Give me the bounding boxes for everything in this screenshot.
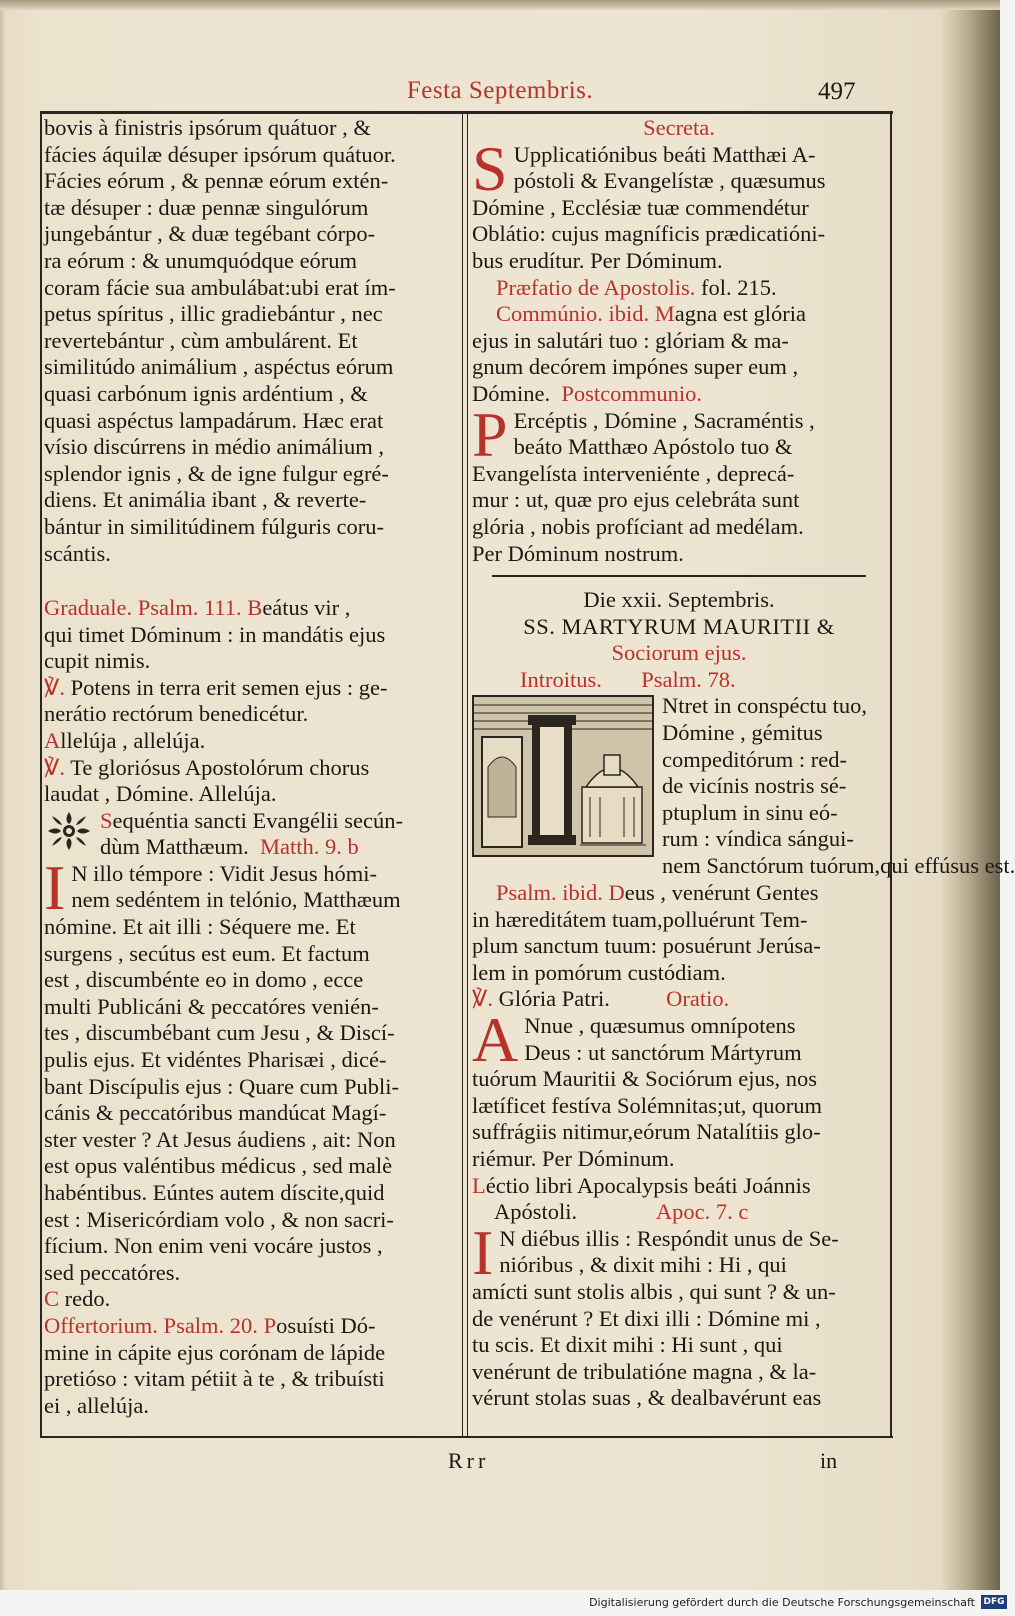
psalm-capital: D	[608, 880, 625, 906]
text-line: de venérunt ? Et dixi illi : Dómine mi ,	[472, 1305, 821, 1331]
text-line: similitúdo animálium , aspéctus eórum	[44, 354, 394, 380]
drop-capital: S	[472, 132, 508, 204]
text-line: N illo témpore : Vidit Jesus hómi-	[71, 860, 378, 886]
credo-text: redo.	[64, 1286, 111, 1312]
page-number: 497	[818, 78, 856, 105]
sequence-capital: S	[100, 807, 113, 833]
text-line: ejus in salutári tuo : glóriam & ma-	[472, 327, 789, 353]
frame-rule-bottom	[40, 1436, 893, 1438]
text-line: quasi aspéctus lampadárum. Hæc erat	[44, 407, 384, 433]
fleuron-ornament-icon	[44, 810, 94, 852]
text-line: bant Discípulis ejus : Quare cum Publi-	[44, 1073, 399, 1099]
lectio-heading	[472, 1173, 886, 1200]
text-line: tuórum Mauritii & Sociórum ejus, nos	[472, 1066, 817, 1092]
text-line: pulis ejus. Et vidéntes Pharisæi , dicé-	[44, 1047, 387, 1072]
psalm-text: eus , venérunt Gentes	[624, 880, 819, 906]
postcommunion-line	[472, 381, 886, 408]
text-line: splendor ignis , & de igne fulgur egré-	[44, 460, 389, 486]
preface-line	[472, 275, 886, 302]
secreta-heading: Secreta.	[643, 115, 715, 140]
versicle-icon: ℣.	[44, 674, 66, 700]
running-header-title: Festa Septembris.	[406, 77, 594, 104]
left-column	[44, 115, 456, 1419]
oratio-rubric: Oratio.	[666, 986, 730, 1012]
text-line: tu scis. Et dixit mihi : Hi sunt , qui	[472, 1332, 783, 1358]
spacer	[44, 581, 456, 595]
preface-rubric: Præfatio de Apostolis.	[496, 274, 696, 300]
introit-block	[472, 693, 886, 853]
sequence-heading	[44, 808, 456, 835]
text-line: lætíficet festíva Solémnitas;ut, quorum	[472, 1092, 822, 1118]
graduale-capital: B	[247, 595, 263, 621]
lectio-block	[472, 1216, 886, 1288]
text-line: in hæreditátem tuam,polluérunt Tem-	[472, 906, 808, 932]
text-line: compeditórum : red-	[662, 746, 847, 772]
text-line: nem Sanctórum tuórum,qui effúsus est.	[662, 853, 1015, 879]
oratio-block	[472, 1004, 886, 1076]
dfg-logo-icon: DFG	[981, 1595, 1007, 1609]
text-line: Dómine , gémitus	[662, 720, 823, 746]
text-line: vérunt stolas suas , & dealbavérunt eas	[472, 1385, 822, 1411]
drop-capital: I	[472, 1216, 494, 1288]
text-line: plum sanctum tuum: posuérunt Jerúsa-	[472, 933, 821, 959]
introit-psalm: Psalm. 78.	[641, 666, 736, 692]
text-line: Upplicatiónibus beáti Matthæi A-	[513, 141, 816, 167]
gloria-text: Glória Patri.	[498, 986, 610, 1012]
text-line: quasi carbónum ignis ardéntium , &	[44, 380, 368, 406]
drop-capital: I	[44, 851, 66, 923]
text-line: Nnue , quæsumus omnípotens	[524, 1013, 796, 1039]
section-divider	[492, 575, 866, 577]
text-line: venérunt de tribulatióne magna , & la-	[472, 1358, 817, 1384]
text-line: gnum decórem impónes super eum ,	[472, 354, 799, 380]
introit-rubric: Introitus.	[520, 666, 602, 692]
alleluia-line	[44, 728, 456, 755]
text-line: ster vester ? At Jesus áudiens , ait: Non	[44, 1126, 396, 1152]
text-line: nómine. Et ait illi : Séquere me. Et	[44, 914, 356, 940]
text-line: fícium. Non enim veni vocáre justos ,	[44, 1233, 383, 1259]
alleluia-text: llelúja , allelúja.	[60, 728, 206, 754]
alleluia-capital: A	[44, 728, 61, 754]
text-line: est , discumbénte eo in domo , ecce	[44, 967, 364, 993]
text-line: de vicínis nostris sé-	[662, 773, 847, 799]
versicle-icon: ℣.	[472, 986, 494, 1012]
text-line: est : Misericórdiam volo , & non sacri-	[44, 1206, 394, 1232]
drop-capital: P	[472, 398, 508, 470]
gospel-block	[44, 851, 456, 923]
sequence-block	[44, 808, 456, 861]
text-line: pretióso : vitam pétiit à te , & tribuísti	[44, 1366, 385, 1392]
text-line: suffrágiis nitimur,eórum Natalítiis glo-	[472, 1119, 821, 1145]
text-line: scántis.	[44, 540, 111, 566]
lectio-heading-2	[472, 1199, 886, 1226]
offertory-heading	[44, 1313, 456, 1340]
gloria-line	[472, 986, 886, 1013]
frame-rule-right	[890, 111, 892, 1438]
text-line: coram fácie sua ambulábat:ubi erat ím-	[44, 274, 396, 300]
text-line: habéntibus. Eúntes autem díscite,quid	[44, 1179, 385, 1205]
text-line: lem in pomórum custódiam.	[472, 959, 726, 985]
text-line: tæ désuper : duæ pennæ singulórum	[44, 194, 369, 220]
communion-heading	[472, 301, 886, 328]
preface-reference: fol. 215.	[701, 274, 777, 300]
credo-capital: C	[44, 1286, 60, 1312]
text-line: fácies áquilæ désuper ipsórum quátuor.	[44, 141, 396, 167]
text-line: póstoli & Evangelístæ , quæsumus	[513, 168, 826, 194]
psalm-heading	[472, 880, 886, 907]
text-line: nem sedéntem in telónio, Matthæum	[71, 887, 401, 913]
signature-mark: Rrr	[448, 1448, 490, 1473]
introit-heading	[472, 667, 886, 694]
text-line: nióribus , & dixit mihi : Hi , qui	[499, 1252, 787, 1278]
frame-rule-left	[40, 111, 42, 1438]
text-line: revertebántur , cùm ambulárent. Et	[44, 327, 358, 353]
offertory-text: osuísti Dó-	[276, 1312, 376, 1338]
psalm-rubric: Psalm. ibid.	[496, 880, 603, 906]
text-line: diens. Et animália ibant , & reverte-	[44, 487, 367, 513]
postcommunion-rubric: Postcommunio.	[561, 380, 703, 406]
text-line: Oblátio: cujus magníficis prædicatióni-	[472, 221, 826, 247]
text-line: ra eórum : & unumquódque eórum	[44, 247, 358, 273]
text-line: bántur in similitúdinem fúlguris coru-	[44, 513, 384, 539]
text-line: riémur. Per Dóminum.	[472, 1146, 675, 1171]
text-line: glória , nobis profíciant ad medélam.	[472, 513, 804, 539]
graduale-rubric: Graduale. Psalm. 111.	[44, 595, 242, 621]
lectio-text: Apóstoli.	[494, 1199, 578, 1225]
text-line: Per Dóminum nostrum.	[472, 540, 684, 566]
versicle-text: Te gloriósus Apostolórum chorus	[70, 754, 370, 780]
versicle-line	[44, 675, 456, 702]
text-line: laudat , Dómine. Allelúja.	[44, 781, 277, 807]
offertory-capital: P	[263, 1312, 277, 1338]
catchword: in	[820, 1448, 838, 1473]
right-column	[472, 115, 1015, 1412]
credo-line	[44, 1286, 456, 1313]
text-line: mur : ut, quæ pro ejus celebráta sunt	[472, 487, 800, 513]
text-line: beáto Matthæo Apóstolo tuo &	[513, 434, 793, 460]
digitization-credit: Digitalisierung gefördert durch die Deutsche Forschungsgemeinschaft	[589, 1596, 975, 1609]
column-rule	[462, 111, 463, 1438]
lectio-reference: Apoc. 7. c	[655, 1199, 749, 1225]
text-line: tes , discumbébant cum Jesu , & Discí-	[44, 1020, 395, 1046]
text-fragment: Dómine.	[472, 380, 551, 406]
text-line: Deus : ut sanctórum Mártyrum	[524, 1039, 802, 1065]
secreta-block	[472, 132, 886, 204]
text-line: cupit nimis.	[44, 648, 151, 674]
text-line: Ntret in conspéctu tuo,	[662, 693, 867, 719]
text-line: jungebántur , & duæ tegébant córpo-	[44, 221, 376, 247]
sequence-text: equéntia sancti Evangélii secún-	[112, 807, 404, 833]
text-line: N diébus illis : Respóndit unus de Se-	[499, 1225, 839, 1251]
text-line: surgens , secútus est eum. Et factum	[44, 940, 370, 966]
drop-capital: A	[472, 1004, 519, 1076]
text-line: amícti sunt stolis albis , qui sunt ? & un-	[472, 1278, 836, 1304]
text-line: Fácies eórum , & pennæ eórum extén-	[44, 168, 389, 194]
postcommunion-block	[472, 398, 886, 470]
text-line: multi Publicáni & peccatóres venién-	[44, 993, 379, 1019]
text-line: bus erudítur. Per Dóminum.	[472, 247, 723, 273]
text-line: Ercéptis , Dómine , Sacraméntis ,	[513, 407, 815, 433]
woodcut-initial-illustration	[472, 695, 654, 857]
communion-text: agna est glória	[674, 301, 806, 327]
graduale-text: eátus vir ,	[262, 595, 351, 621]
woodcut-initial-icon	[474, 697, 652, 855]
text-line: cánis & peccatóribus mandúcat Magí-	[44, 1100, 387, 1126]
text-line: mine in cápite ejus corónam de lápide	[44, 1339, 386, 1365]
text-line: vísio discúrrens in médio animálium ,	[44, 434, 384, 460]
page-top-edge	[0, 0, 1000, 10]
text-line: qui timet Dóminum : in mandátis ejus	[44, 621, 386, 647]
text-line: nerátio rectórum benedicétur.	[44, 701, 309, 727]
lectio-capital: L	[472, 1172, 486, 1198]
offertory-rubric: Offertorium. Psalm. 20.	[44, 1312, 258, 1338]
column-rule-double	[467, 111, 468, 1438]
text-line: est opus valéntibus médicus , sed malè	[44, 1153, 393, 1179]
text-line: rum : víndica sángui-	[662, 826, 854, 852]
versicle-text: Potens in terra erit semen ejus : ge-	[70, 674, 388, 700]
text-line: Dómine , Ecclésiæ tuæ commendétur	[472, 194, 809, 220]
feast-date: Die xxii. Septembris.	[583, 587, 775, 613]
versicle-line	[44, 755, 456, 782]
text-line: ptuplum in sinu eó-	[662, 799, 838, 825]
communion-capital: M	[654, 301, 675, 327]
text-line: bovis à finistris ipsórum quátuor , &	[44, 115, 371, 140]
versicle-icon: ℣.	[44, 754, 66, 780]
text-line: Evangelísta interveniénte , deprecá-	[472, 460, 795, 486]
text-line: petus spíritus , illic gradiebántur , nec	[44, 301, 383, 327]
sequence-heading-2	[44, 834, 456, 861]
communion-rubric: Commúnio. ibid.	[496, 301, 650, 327]
graduale-heading	[44, 595, 456, 622]
text-line: sed peccatóres.	[44, 1259, 181, 1285]
feast-subtitle: Sociorum ejus.	[611, 640, 747, 666]
feast-title: SS. MARTYRUM MAURITII &	[523, 613, 835, 639]
text-line: ei , allelúja.	[44, 1392, 149, 1418]
sequence-reference: Matth. 9. b	[260, 834, 359, 860]
sequence-text: dùm Matthæum.	[100, 834, 249, 860]
spacer	[44, 567, 456, 581]
lectio-text: éctio libri Apocalypsis beáti Joánnis	[485, 1172, 811, 1198]
